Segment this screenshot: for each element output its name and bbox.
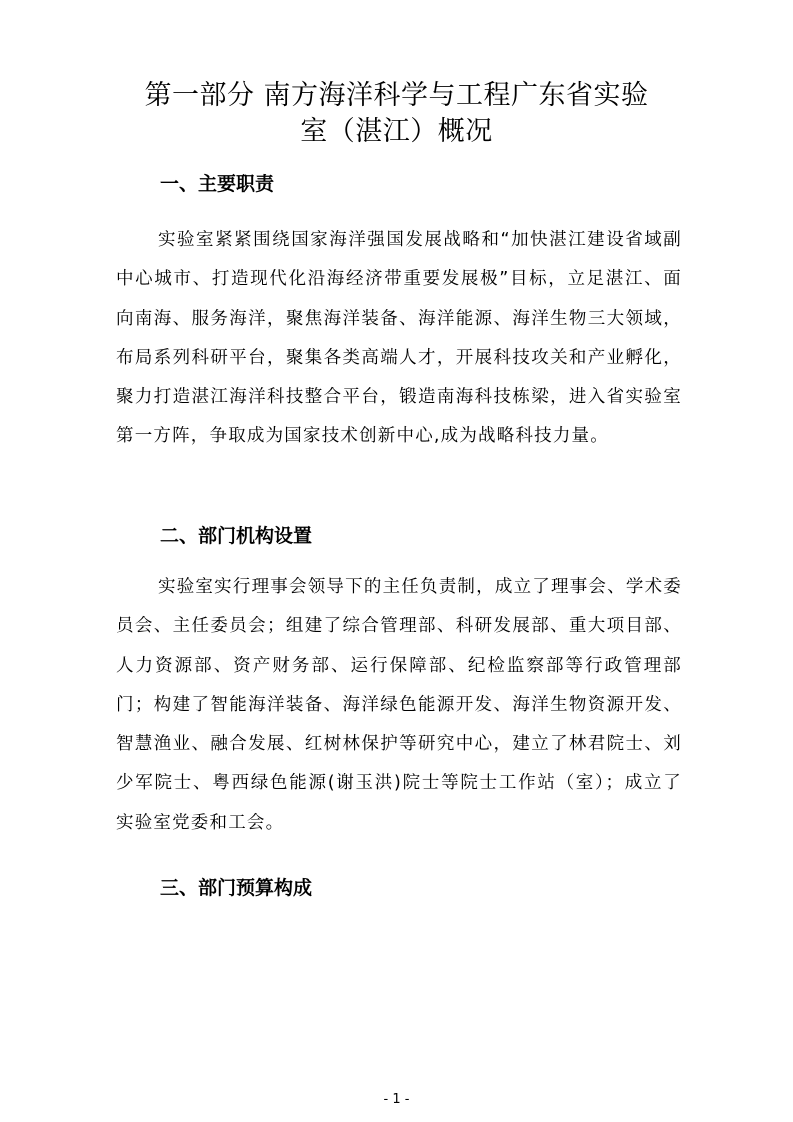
- document-title-line-2: 室（湛江）概况: [300, 116, 493, 147]
- document-title-line-1: 第一部分 南方海洋科学与工程广东省实验: [144, 80, 649, 111]
- section-heading-main-duties: 一、主要职责: [160, 173, 275, 195]
- section-paragraph-main-duties: 实验室紧紧围绕国家海洋强国发展战略和“加快湛江建设省域副中心城市、打造现代化沿海经济带重要发展极”目标，立足湛江、面向南海、服务海洋，聚焦海洋装备、海洋能源、海洋生物三大领域，布局系列科研平台，聚集各类高端人才，开展科技攻关和产业孵化，聚力打造湛江海洋科技整合平台，锻造南海科技栋梁，进入省实验室第一方阵，争取成为国家技术创新中心,成为战略科技力量。: [116, 230, 682, 447]
- section-heading-budget-composition: 三、部门预算构成: [160, 877, 313, 899]
- page-number: - 1 -: [383, 1092, 410, 1107]
- document-title: [100, 78, 693, 150]
- section-paragraph-organization: 实验室实行理事会领导下的主任负责制，成立了理事会、学术委员会、主任委员会；组建了综合管理部、科研发展部、重大项目部、人力资源部、资产财务部、运行保障部、纪检监察部等行政管理部门；构建了智能海洋装备、海洋绿色能源开发、海洋生物资源开发、智慧渔业、融合发展、红树林保护等研究中心，建立了林君院士、刘少军院士、粤西绿色能源(谢玉洪)院士等院士工作站（室）；成立了实验室党委和工会。: [116, 577, 682, 833]
- section-heading-organization: 二、部门机构设置: [160, 525, 313, 547]
